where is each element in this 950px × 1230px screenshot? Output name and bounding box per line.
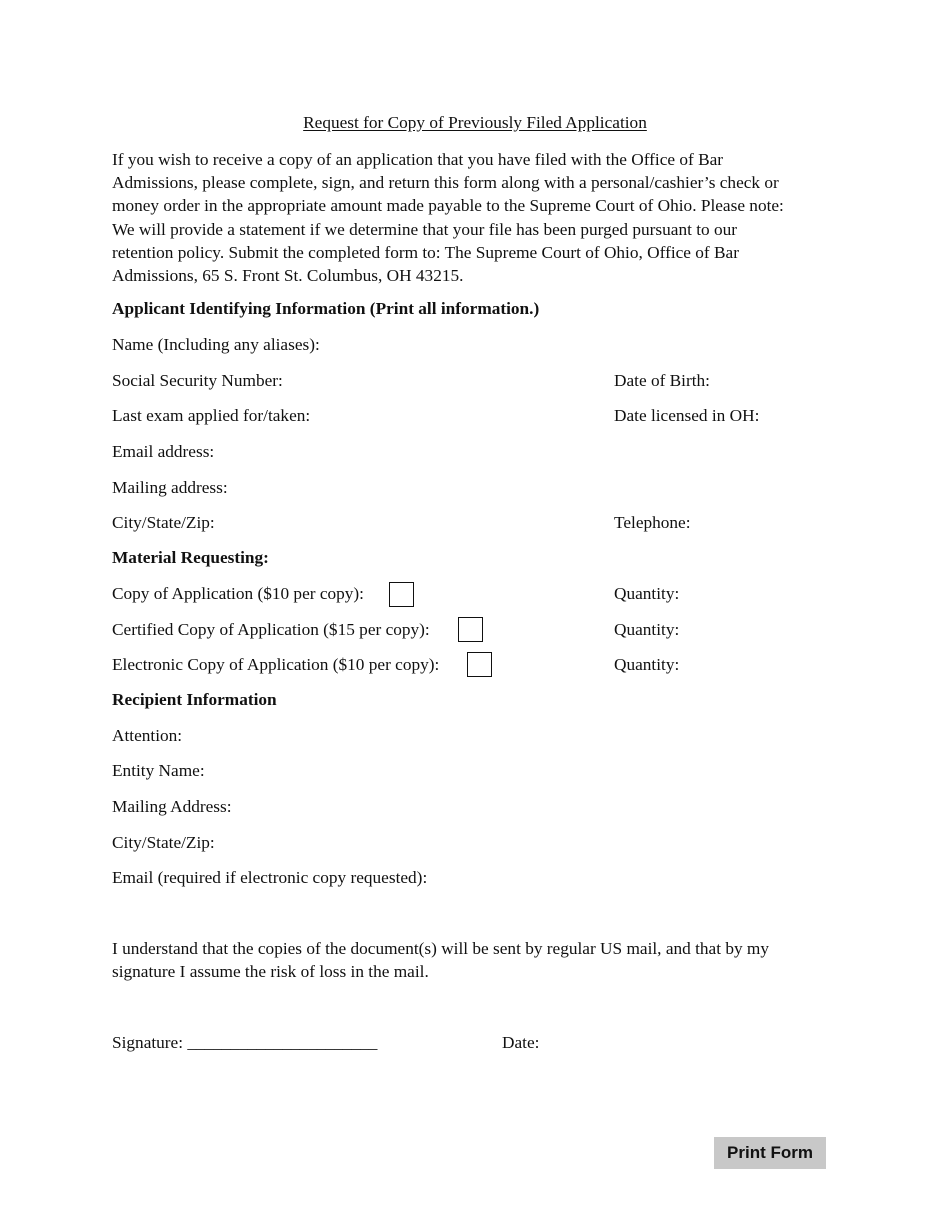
last-exam-label: Last exam applied for/taken: — [112, 406, 311, 425]
intro-line: We will provide a statement if we determine that your file has been purged pursuant to our — [112, 219, 738, 239]
telephone-label: Telephone: — [614, 513, 691, 532]
quantity-label: Quantity: — [614, 584, 680, 603]
certified-copy-label: Certified Copy of Application ($15 per copy): — [112, 620, 430, 639]
quantity-label: Quantity: — [614, 620, 680, 639]
recipient-city-label: City/State/Zip: — [112, 833, 215, 852]
name-label: Name (Including any aliases): — [112, 335, 320, 354]
dob-label: Date of Birth: — [614, 371, 710, 390]
mailing-address-label: Mailing address: — [112, 478, 228, 497]
date-licensed-label: Date licensed in OH: — [614, 406, 760, 425]
email-label: Email address: — [112, 442, 215, 461]
intro-line: retention policy. Submit the completed form to: The Supreme Court of Ohio, Office of Bar — [112, 242, 739, 262]
acknowledgement-line: signature I assume the risk of loss in the mail. — [112, 962, 429, 981]
intro-line: Admissions, 65 S. Front St. Columbus, OH 43215. — [112, 266, 464, 286]
acknowledgement-line: I understand that the copies of the document(s) will be sent by regular US mail, and that by my — [112, 939, 770, 958]
recipient-mailing-label: Mailing Address: — [112, 797, 232, 816]
signature-date-label: Date: — [502, 1033, 540, 1052]
intro-paragraph — [112, 148, 842, 287]
copy-application-label: Copy of Application ($10 per copy): — [112, 584, 364, 603]
signature-label: Signature: ______________________ — [112, 1033, 378, 1052]
recipient-email-label: Email (required if electronic copy requested): — [112, 868, 428, 887]
intro-line: money order in the appropriate amount made payable to the Supreme Court of Ohio. Please note: — [112, 196, 784, 216]
ssn-label: Social Security Number: — [112, 371, 283, 390]
intro-line: If you wish to receive a copy of an application that you have filed with the Office of Bar — [112, 150, 724, 169]
copy-application-checkbox[interactable] — [389, 582, 414, 607]
city-state-zip-label: City/State/Zip: — [112, 513, 215, 532]
electronic-copy-checkbox[interactable] — [467, 652, 492, 677]
electronic-copy-label: Electronic Copy of Application ($10 per copy): — [112, 655, 440, 674]
intro-line: Admissions, please complete, sign, and return this form along with a personal/cashier’s check or — [112, 173, 779, 193]
quantity-label: Quantity: — [614, 655, 680, 674]
certified-copy-checkbox[interactable] — [458, 617, 483, 642]
attention-label: Attention: — [112, 726, 183, 745]
applicant-heading: Applicant Identifying Information (Print all information.) — [112, 299, 540, 318]
page-title: Request for Copy of Previously Filed Application — [303, 113, 647, 132]
entity-name-label: Entity Name: — [112, 761, 205, 780]
print-form-button[interactable]: Print Form — [714, 1137, 826, 1169]
recipient-heading: Recipient Information — [112, 690, 277, 709]
material-heading: Material Requesting: — [112, 548, 269, 567]
